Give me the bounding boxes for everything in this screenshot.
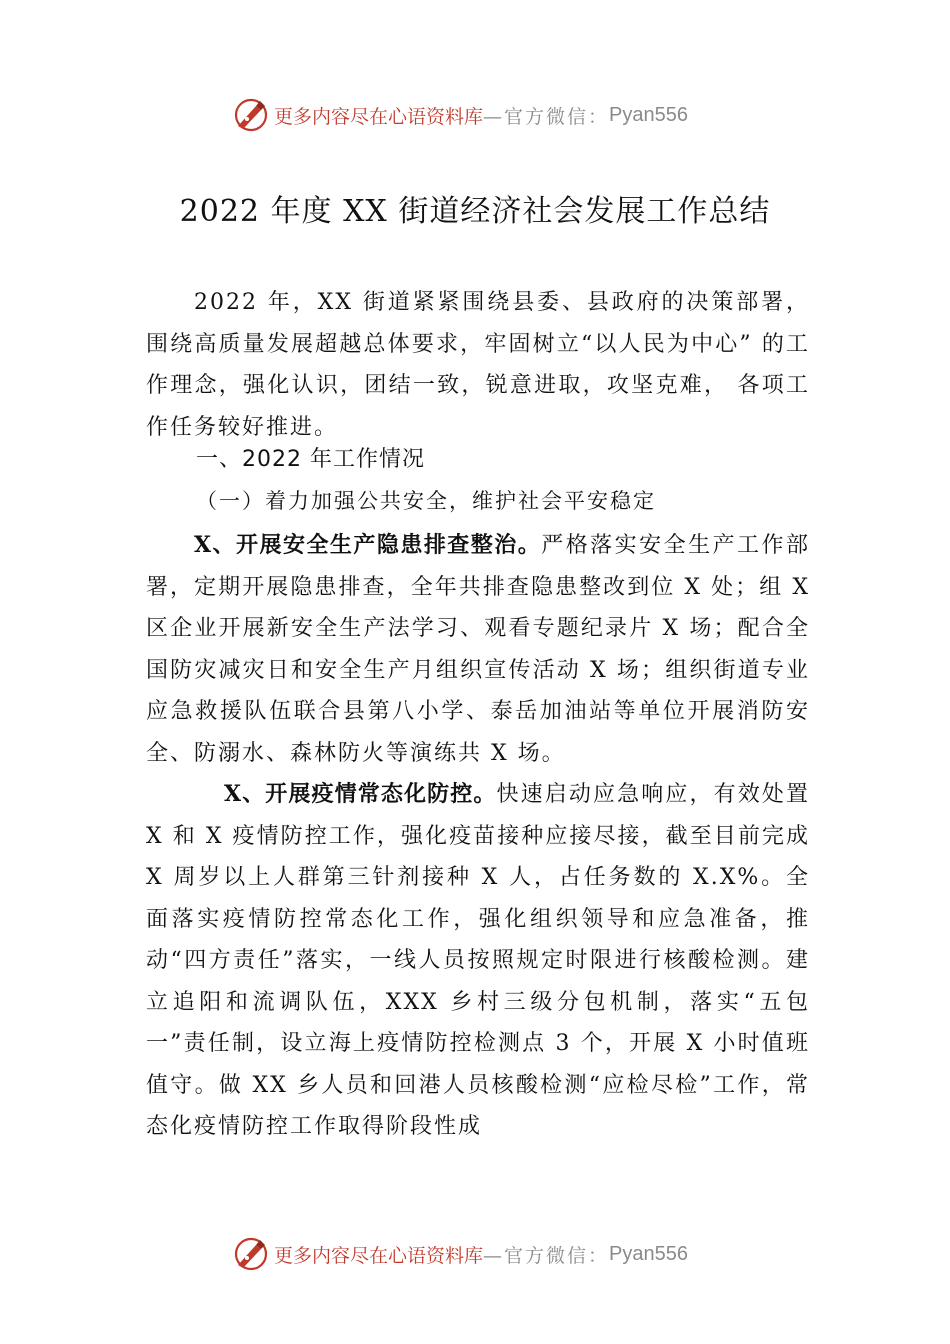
item-paragraph-safety bbox=[146, 525, 810, 774]
intro-paragraph bbox=[146, 282, 810, 448]
item-lead-epidemic: X、开展疫情常态化防控。 bbox=[224, 781, 497, 807]
banner-wechat-label: —官方微信： bbox=[483, 1244, 610, 1267]
banner-wechat-label: —官方微信： bbox=[483, 105, 610, 128]
item-lead-safety: X、开展安全生产隐患排查整治。 bbox=[194, 532, 542, 558]
banner-wechat-handle: Pyan556 bbox=[609, 1242, 688, 1265]
banner-library-text: 更多内容尽在心语资料库 bbox=[274, 1244, 484, 1267]
banner-wechat-handle: Pyan556 bbox=[609, 103, 688, 126]
intro-text: 2022 年，XX 街道紧紧围绕县委、县政府的决策部署，围绕高质量发展超越总体要求，牢固树立“以人民为中心” 的工作理念，强化认识，团结一致，锐意进取，攻坚克难， 各项工作任务较好推进。 bbox=[146, 290, 810, 440]
subsection-heading: （一）着力加强公共安全，维护社会平安稳定 bbox=[196, 489, 656, 513]
footer-banner[interactable] bbox=[232, 1234, 688, 1274]
section-heading: 一、2022 年工作情况 bbox=[196, 447, 425, 472]
item-paragraph-epidemic bbox=[146, 774, 810, 1148]
pen-logo-icon bbox=[232, 1235, 270, 1273]
item-text-epidemic: 快速启动应急响应，有效处置 X 和 X 疫情防控工作，强化疫苗接种应接尽接，截至目前完成 X 周岁以上人群第三针剂接种 X 人，占任务数的 X.X%。全面落实疫情防控常态化工作，强化组织领导和应急准备，推动“四方责任”落实，一线人员按照规定时限进行核酸检测。建立追阳和流调队伍，XXX 乡村三级分包机制，落实“五包一”责任制，设立海上疫情防控检测点 3 个，开展 X 小时值班值守。做 XX 乡人员和回港人员核酸检测“应检尽检”工作，常态化疫情防控工作取得阶段性成 bbox=[146, 782, 810, 1139]
header-banner[interactable] bbox=[232, 95, 688, 135]
banner-library-text: 更多内容尽在心语资料库 bbox=[274, 105, 484, 128]
document-title: 2022 年度 XX 街道经济社会发展工作总结 bbox=[179, 194, 771, 229]
pen-logo-icon bbox=[232, 96, 270, 134]
item-text-safety: 严格落实安全生产工作部署，定期开展隐患排查，全年共排查隐患整改到位 X 处；组 X 区企业开展新安全生产法学习、观看专题纪录片 X 场；配合全国防灾减灾日和安全生产月组织宣传活动 X 场；组织街道专业应急救援队伍联合县第八小学、泰岳加油站等单位开展消防安全、防溺水、森林防火等演练共 X 场。 bbox=[146, 533, 810, 766]
